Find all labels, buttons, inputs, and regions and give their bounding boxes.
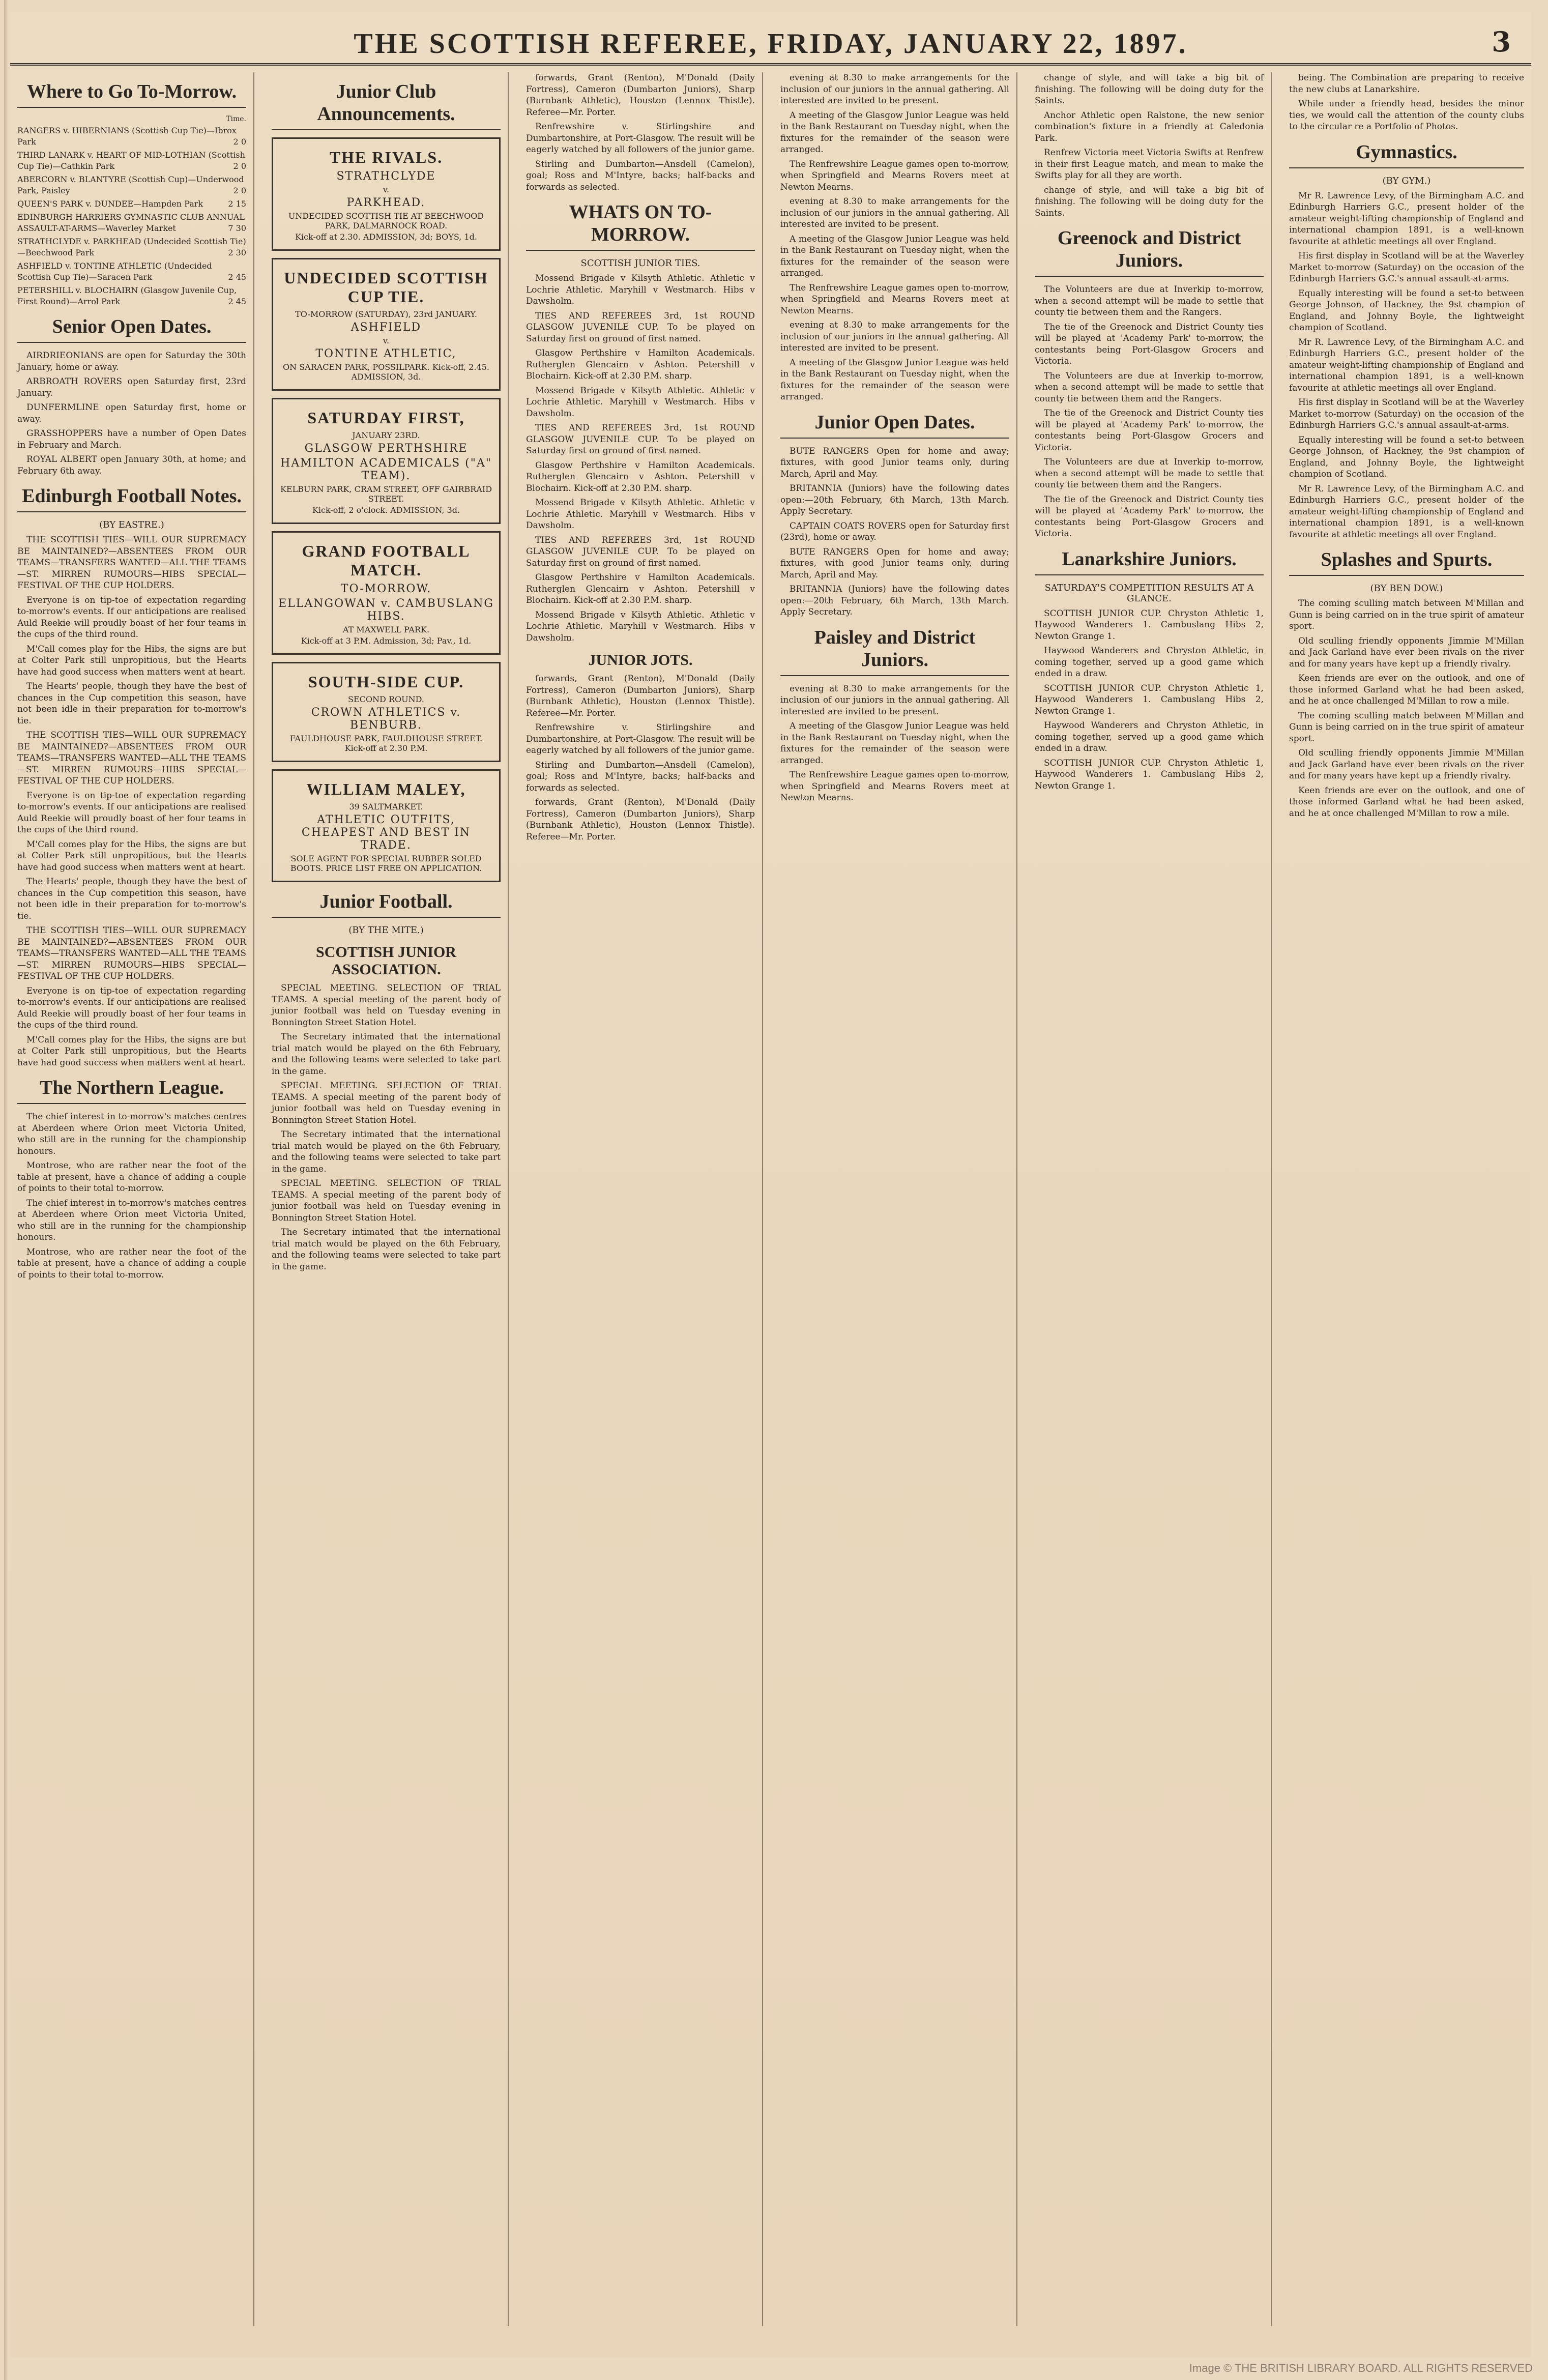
paragraph: ROYAL ALBERT open January 30th, at home; and February 6th away. xyxy=(17,454,246,476)
section-heading: The Northern League. xyxy=(17,1077,246,1104)
paragraph: AIRDRIEONIANS are open for Saturday the 30th January, home or away. xyxy=(17,351,246,372)
paragraph: Keen friends are ever on the outlook, and one of those informed Garland what he had been asked, and he at once challenged M'Millan to row a mile. xyxy=(1289,673,1524,706)
paragraph: THE SCOTTISH TIES—WILL OUR SUPREMACY BE MAINTAINED?—ABSENTEES FROM OUR TEAMS—TRANSFERS WANTED—ALL THE TEAMS—ST. MIRREN RUMOURS—HIBS SPECIAL—FESTIVAL OF THE CUP HOLDERS. xyxy=(17,925,246,981)
paragraph: His first display in Scotland will be at the Waverley Market to-morrow (Saturday) on the occasion of the Edinburgh Harriers G.C.'s annual assault-at-arms. xyxy=(1289,251,1524,284)
fixture-line: ABERCORN v. BLANTYRE (Scottish Cup)—Underwood Park, Paisley 2 0 xyxy=(17,175,246,195)
paragraph: Stirling and Dumbarton—Ansdell (Camelon), goal; Ross and M'Intyre, backs; half-backs and forwards as selected. xyxy=(526,760,755,793)
paragraph: Glasgow Perthshire v Hamilton Academicals. Rutherglen Glencairn v Ashton. Petershill v Blochairn. Kick-off at 2.30 P.M. sharp. xyxy=(526,460,755,494)
paragraph: The Hearts' people, though they have the best of chances in the Cup competition this season, have not been idle in their preparation for to-morrow's tie. xyxy=(17,877,246,921)
paragraph: M'Call comes play for the Hibs, the signs are but at Colter Park still unpropitious, but the Hearts have had good success when matters went at heart. xyxy=(17,644,246,677)
fixture-line: THIRD LANARK v. HEART OF MID-LOTHIAN (Scottish Cup Tie)—Cathkin Park 2 0 xyxy=(17,150,246,171)
paragraph: evening at 8.30 to make arrangements for the inclusion of our juniors in the annual gathering. All interested are invited to be present. xyxy=(780,73,1009,106)
fixture-line: RANGERS v. HIBERNIANS (Scottish Cup Tie)—Ibrox Park 2 0 xyxy=(17,126,246,147)
paragraph: The coming sculling match between M'Millan and Gunn is being carried on in the true spirit of amateur sport. xyxy=(1289,710,1524,744)
paragraph: being. The Combination are preparing to receive the new clubs at Lanarkshire. xyxy=(1289,73,1524,95)
fixture-line: PETERSHILL v. BLOCHAIRN (Glasgow Juvenile Cup, First Round)—Arrol Park 2 45 xyxy=(17,285,246,306)
subheading: JUNIOR JOTS. xyxy=(588,652,693,669)
paragraph: evening at 8.30 to make arrangements for the inclusion of our juniors in the annual gathering. All interested are invited to be present. xyxy=(780,320,1009,353)
paragraph: change of style, and will take a big bit of finishing. The following will be doing duty for the Saints. xyxy=(1035,73,1264,106)
paragraph: SPECIAL MEETING. SELECTION OF TRIAL TEAMS. A special meeting of the parent body of junior football was held on Tuesday evening in Bonnington Street Station Hotel. xyxy=(272,1178,501,1223)
byline: (BY BEN DOW.) xyxy=(1370,583,1443,594)
column-3 xyxy=(519,72,763,2326)
paragraph: SPECIAL MEETING. SELECTION OF TRIAL TEAMS. A special meeting of the parent body of junior football was held on Tuesday evening in Bonnington Street Station Hotel. xyxy=(272,1081,501,1125)
byline: (BY THE MITE.) xyxy=(348,925,424,936)
paragraph: BRITANNIA (Juniors) have the following dates open:—20th February, 6th March, 13th March. Apply Secretary. xyxy=(780,483,1009,516)
paragraph: BUTE RANGERS Open for home and away; fixtures, with good Junior teams only, during March, April and May. xyxy=(780,546,1009,580)
paragraph: His first display in Scotland will be at the Waverley Market to-morrow (Saturday) on the occasion of the Edinburgh Harriers G.C.'s annual assault-at-arms. xyxy=(1289,397,1524,430)
paragraph: evening at 8.30 to make arrangements for the inclusion of our juniors in the annual gathering. All interested are invited to be present. xyxy=(780,683,1009,717)
column-2 xyxy=(265,72,509,2326)
section-heading: Edinburgh Football Notes. xyxy=(17,485,246,512)
section-heading: Junior Open Dates. xyxy=(780,411,1009,439)
advertisement: SOUTH-SIDE CUP. SECOND ROUND. CROWN ATHLETICS v. BENBURB. FAULDHOUSE PARK, FAULDHOUSE STREET. Kick-off at 2.30 P.M. xyxy=(272,662,501,762)
paragraph: M'Call comes play for the Hibs, the signs are but at Colter Park still unpropitious, but the Hearts have had good success when matters went at heart. xyxy=(17,1034,246,1068)
paragraph: Old sculling friendly opponents Jimmie M'Millan and Jack Garland have ever been rivals on the river and for many years have kept up a friendly rivalry. xyxy=(1289,748,1524,781)
paragraph: SCOTTISH JUNIOR CUP. Chryston Athletic 1, Haywood Wanderers 1. Cambuslang Hibs 2, Newton Grange 1. xyxy=(1035,608,1264,642)
byline: SATURDAY'S COMPETITION RESULTS AT A GLANCE. xyxy=(1044,582,1254,604)
paragraph: forwards, Grant (Renton), M'Donald (Daily Fortress), Cameron (Dumbarton Juniors), Sharp (Burnbank Athletic), Houston (Lennox Thistle). Referee—Mr. Porter. xyxy=(526,797,755,842)
fixture-line: EDINBURGH HARRIERS GYMNASTIC CLUB ANNUAL ASSAULT-AT-ARMS—Waverley Market 7 30 xyxy=(17,212,246,233)
paragraph: A meeting of the Glasgow Junior League was held in the Bank Restaurant on Tuesday night, when the fixtures for the remainder of the season were arranged. xyxy=(780,234,1009,278)
paragraph: A meeting of the Glasgow Junior League was held in the Bank Restaurant on Tuesday night, when the fixtures for the remainder of the season were arranged. xyxy=(780,721,1009,766)
paragraph: Glasgow Perthshire v Hamilton Academicals. Rutherglen Glencairn v Ashton. Petershill v Blochairn. Kick-off at 2.30 P.M. sharp. xyxy=(526,348,755,381)
section-heading: Senior Open Dates. xyxy=(17,315,246,343)
paragraph: SCOTTISH JUNIOR CUP. Chryston Athletic 1, Haywood Wanderers 1. Cambuslang Hibs 2, Newton Grange 1. xyxy=(1035,758,1264,791)
paragraph: Mr R. Lawrence Levy, of the Birmingham A.C. and Edinburgh Harriers G.C., present holder of the amateur weight-lifting championship of England and international champion 1891, is a well-known favourite at athletic meetings all over England. xyxy=(1289,190,1524,247)
paragraph: The Secretary intimated that the international trial match would be played on the 6th February, and the following teams were selected to take part in the game. xyxy=(272,1129,501,1174)
paragraph: Equally interesting will be found a set-to between George Johnson, of Hackney, the 9st champion of England, and Johnny Boyle, the lightweight champion of Scotland. xyxy=(1289,434,1524,479)
paragraph: Equally interesting will be found a set-to between George Johnson, of Hackney, the 9st champion of England, and Johnny Boyle, the lightweight champion of Scotland. xyxy=(1289,288,1524,333)
paragraph: Stirling and Dumbarton—Ansdell (Camelon), goal; Ross and M'Intyre, backs; half-backs and forwards as selected. xyxy=(526,159,755,192)
paragraph: The tie of the Greenock and District County ties will be played at 'Academy Park' to-morrow, the contestants being Port-Glasgow Grocers and Victoria. xyxy=(1035,408,1264,453)
paragraph: Anchor Athletic open Ralstone, the new senior combination's fixture in a friendly at Caledonia Park. xyxy=(1035,110,1264,143)
paragraph: The coming sculling match between M'Millan and Gunn is being carried on in the true spirit of amateur sport. xyxy=(1289,598,1524,631)
byline: (BY GYM.) xyxy=(1382,175,1431,186)
masthead xyxy=(10,12,1531,66)
paragraph: The Hearts' people, though they have the best of chances in the Cup competition this season, have not been idle in their preparation for to-morrow's tie. xyxy=(17,681,246,726)
advertisement: WILLIAM MALEY, 39 SALTMARKET. ATHLETIC OUTFITS, CHEAPEST AND BEST IN TRADE. SOLE AGENT FOR SPECIAL RUBBER SOLED BOOTS. PRICE LIST FREE ON APPLICATION. xyxy=(272,769,501,882)
paragraph: evening at 8.30 to make arrangements for the inclusion of our juniors in the annual gathering. All interested are invited to be present. xyxy=(780,196,1009,229)
column-5 xyxy=(1028,72,1272,2326)
advertisement: UNDECIDED SCOTTISH CUP TIE. TO-MORROW (SATURDAY), 23rd JANUARY. ASHFIELD v. TONTINE ATHLETIC, ON SARACEN PARK, POSSILPARK. Kick-off, 2.45. ADMISSION, 3d. xyxy=(272,258,501,391)
section-heading: Junior Football. xyxy=(272,890,501,918)
section-heading: WHATS ON TO-MORROW. xyxy=(526,201,755,251)
paragraph: Everyone is on tip-toe of expectation regarding to-morrow's events. If our anticipations are realised Auld Reekie will proudly boast of her four teams in the cups of the third round. xyxy=(17,985,246,1030)
paragraph: The Renfrewshire League games open to-morrow, when Springfield and Mearns Rovers meet at Newton Mearns. xyxy=(780,770,1009,803)
section-heading: Where to Go To-Morrow. xyxy=(17,80,246,108)
paragraph: TIES AND REFEREES 3rd, 1st ROUND GLASGOW JUVENILE CUP. To be played on Saturday first on ground of first named. xyxy=(526,423,755,456)
section-heading: Splashes and Spurts. xyxy=(1289,548,1524,576)
advertisement: THE RIVALS. STRATHCLYDE v. PARKHEAD. UNDECIDED SCOTTISH TIE AT BEECHWOOD PARK, DALMARNOCK ROAD. Kick-off at 2.30. ADMISSION, 3d; BOYS, 1d. xyxy=(272,137,501,251)
advertisement: GRAND FOOTBALL MATCH. TO-MORROW. ELLANGOWAN v. CAMBUSLANG HIBS. AT MAXWELL PARK. Kick-off at 3 P.M. Admission, 3d; Pav., 1d. xyxy=(272,531,501,655)
page-title: THE SCOTTISH REFEREE, FRIDAY, JANUARY 22, 1897. xyxy=(354,28,1188,60)
paragraph: Mossend Brigade v Kilsyth Athletic. Athletic v Lochrie Athletic. Maryhill v Westmarch. Hibs v Dawsholm. xyxy=(526,273,755,306)
paragraph: ARBROATH ROVERS open Saturday first, 23rd January. xyxy=(17,376,246,398)
times-label: Time. xyxy=(226,115,246,123)
columns xyxy=(10,72,1531,2336)
page-number: 3 xyxy=(1492,25,1511,58)
paragraph: Montrose, who are rather near the foot of the table at present, have a chance of adding a couple of points to their total to-morrow. xyxy=(17,1246,246,1280)
paragraph: BRITANNIA (Juniors) have the following dates open:—20th February, 6th March, 13th March. Apply Secretary. xyxy=(780,584,1009,617)
paragraph: Renfrewshire v. Stirlingshire and Dumbartonshire, at Port-Glasgow. The result will be eagerly watched by all followers of the junior game. xyxy=(526,722,755,756)
paragraph: BUTE RANGERS Open for home and away; fixtures, with good Junior teams only, during March, April and May. xyxy=(780,446,1009,479)
paragraph: The tie of the Greenock and District County ties will be played at 'Academy Park' to-morrow, the contestants being Port-Glasgow Grocers and Victoria. xyxy=(1035,494,1264,539)
paragraph: forwards, Grant (Renton), M'Donald (Daily Fortress), Cameron (Dumbarton Juniors), Sharp (Burnbank Athletic), Houston (Lennox Thistle). Referee—Mr. Porter. xyxy=(526,73,755,118)
paragraph: Glasgow Perthshire v Hamilton Academicals. Rutherglen Glencairn v Ashton. Petershill v Blochairn. Kick-off at 2.30 P.M. sharp. xyxy=(526,572,755,605)
paragraph: Renfrew Victoria meet Victoria Swifts at Renfrew in their first League match, and mean to make the Swifts play for all they are worth. xyxy=(1035,148,1264,181)
paragraph: Mossend Brigade v Kilsyth Athletic. Athletic v Lochrie Athletic. Maryhill v Westmarch. Hibs v Dawsholm. xyxy=(526,385,755,419)
paragraph: Everyone is on tip-toe of expectation regarding to-morrow's events. If our anticipations are realised Auld Reekie will proudly boast of her four teams in the cups of the third round. xyxy=(17,790,246,835)
copyright-watermark: Image © THE BRITISH LIBRARY BOARD. ALL RIGHTS RESERVED xyxy=(1189,2362,1533,2374)
paragraph: SCOTTISH JUNIOR CUP. Chryston Athletic 1, Haywood Wanderers 1. Cambuslang Hibs 2, Newton Grange 1. xyxy=(1035,683,1264,716)
paragraph: CAPTAIN COATS ROVERS open for Saturday first (23rd), home or away. xyxy=(780,520,1009,542)
paragraph: TIES AND REFEREES 3rd, 1st ROUND GLASGOW JUVENILE CUP. To be played on Saturday first on ground of first named. xyxy=(526,535,755,568)
paragraph: A meeting of the Glasgow Junior League was held in the Bank Restaurant on Tuesday night, when the fixtures for the remainder of the season were arranged. xyxy=(780,357,1009,402)
column-1 xyxy=(10,72,254,2326)
paragraph: The chief interest in to-morrow's matches centres at Aberdeen where Orion meet Victoria United, who still are in the running for the championship honours. xyxy=(17,1198,246,1242)
section-heading: Junior Club Announcements. xyxy=(272,80,501,130)
paragraph: While under a friendly head, besides the minor ties, we would call the attention of the county clubs to the circular re a Portfolio of Photos. xyxy=(1289,99,1524,132)
subheading: SCOTTISH JUNIOR ASSOCIATION. xyxy=(316,944,456,978)
paragraph: Keen friends are ever on the outlook, and one of those informed Garland what he had been asked, and he at once challenged M'Millan to row a mile. xyxy=(1289,785,1524,819)
paragraph: Old sculling friendly opponents Jimmie M'Millan and Jack Garland have ever been rivals on the river and for many years have kept up a friendly rivalry. xyxy=(1289,635,1524,669)
paragraph: The chief interest in to-morrow's matches centres at Aberdeen where Orion meet Victoria United, who still are in the running for the championship honours. xyxy=(17,1112,246,1156)
column-4 xyxy=(773,72,1017,2326)
paragraph: Montrose, who are rather near the foot of the table at present, have a chance of adding a couple of points to their total to-morrow. xyxy=(17,1160,246,1194)
paragraph: Mr R. Lawrence Levy, of the Birmingham A.C. and Edinburgh Harriers G.C., present holder of the amateur weight-lifting championship of England and international champion 1891, is a well-known favourite at athletic meetings all over England. xyxy=(1289,337,1524,393)
binding-edge xyxy=(4,0,8,2380)
paragraph: A meeting of the Glasgow Junior League was held in the Bank Restaurant on Tuesday night, when the fixtures for the remainder of the season were arranged. xyxy=(780,110,1009,155)
paragraph: The Secretary intimated that the international trial match would be played on the 6th February, and the following teams were selected to take part in the game. xyxy=(272,1227,501,1272)
paragraph: change of style, and will take a big bit of finishing. The following will be doing duty for the Saints. xyxy=(1035,185,1264,218)
paragraph: The Renfrewshire League games open to-morrow, when Springfield and Mearns Rovers meet at Newton Mearns. xyxy=(780,159,1009,192)
paragraph: THE SCOTTISH TIES—WILL OUR SUPREMACY BE MAINTAINED?—ABSENTEES FROM OUR TEAMS—TRANSFERS WANTED—ALL THE TEAMS—ST. MIRREN RUMOURS—HIBS SPECIAL—FESTIVAL OF THE CUP HOLDERS. xyxy=(17,730,246,786)
section-heading: Greenock and District Juniors. xyxy=(1035,227,1264,277)
newspaper-page xyxy=(10,12,1531,2358)
paragraph: Mossend Brigade v Kilsyth Athletic. Athletic v Lochrie Athletic. Maryhill v Westmarch. Hibs v Dawsholm. xyxy=(526,498,755,531)
paragraph: SPECIAL MEETING. SELECTION OF TRIAL TEAMS. A special meeting of the parent body of junior football was held on Tuesday evening in Bonnington Street Station Hotel. xyxy=(272,983,501,1028)
paragraph: forwards, Grant (Renton), M'Donald (Daily Fortress), Cameron (Dumbarton Juniors), Sharp (Burnbank Athletic), Houston (Lennox Thistle). Referee—Mr. Porter. xyxy=(526,674,755,718)
fixture-line: QUEEN'S PARK v. DUNDEE—Hampden Park 2 15 xyxy=(17,199,246,209)
paragraph: M'Call comes play for the Hibs, the signs are but at Colter Park still unpropitious, but the Hearts have had good success when matters went at heart. xyxy=(17,839,246,873)
section-heading: Gymnastics. xyxy=(1289,141,1524,168)
paragraph: The Secretary intimated that the international trial match would be played on the 6th February, and the following teams were selected to take part in the game. xyxy=(272,1032,501,1077)
paragraph: Haywood Wanderers and Chryston Athletic, in coming together, served up a good game which ended in a draw. xyxy=(1035,720,1264,753)
section-heading: Paisley and District Juniors. xyxy=(780,626,1009,676)
paragraph: TIES AND REFEREES 3rd, 1st ROUND GLASGOW JUVENILE CUP. To be played on Saturday first on ground of first named. xyxy=(526,310,755,344)
paragraph: THE SCOTTISH TIES—WILL OUR SUPREMACY BE MAINTAINED?—ABSENTEES FROM OUR TEAMS—TRANSFERS WANTED—ALL THE TEAMS—ST. MIRREN RUMOURS—HIBS SPECIAL—FESTIVAL OF THE CUP HOLDERS. xyxy=(17,535,246,591)
paragraph: Mr R. Lawrence Levy, of the Birmingham A.C. and Edinburgh Harriers G.C., present holder of the amateur weight-lifting championship of England and international champion 1891, is a well-known favourite at athletic meetings all over England. xyxy=(1289,483,1524,540)
byline: (BY EASTRE.) xyxy=(99,519,164,530)
paragraph: The Volunteers are due at Inverkip to-morrow, when a second attempt will be made to settle that county tie between them and the Rangers. xyxy=(1035,370,1264,404)
paragraph: Mossend Brigade v Kilsyth Athletic. Athletic v Lochrie Athletic. Maryhill v Westmarch. Hibs v Dawsholm. xyxy=(526,609,755,643)
paragraph: Everyone is on tip-toe of expectation regarding to-morrow's events. If our anticipations are realised Auld Reekie will proudly boast of her four teams in the cups of the third round. xyxy=(17,595,246,640)
section-heading: Lanarkshire Juniors. xyxy=(1035,548,1264,575)
advertisement: SATURDAY FIRST, JANUARY 23RD. GLASGOW PERTHSHIRE HAMILTON ACADEMICALS ("A" TEAM). KELBURN PARK, CRAM STREET, OFF GAIRBRAID STREET. Kick-off, 2 o'clock. ADMISSION, 3d. xyxy=(272,398,501,524)
paragraph: The tie of the Greenock and District County ties will be played at 'Academy Park' to-morrow, the contestants being Port-Glasgow Grocers and Victoria. xyxy=(1035,322,1264,366)
byline: SCOTTISH JUNIOR TIES. xyxy=(580,258,700,269)
fixture-line: ASHFIELD v. TONTINE ATHLETIC (Undecided Scottish Cup Tie)—Saracen Park 2 45 xyxy=(17,261,246,282)
paragraph: DUNFERMLINE open Saturday first, home or away. xyxy=(17,402,246,424)
fixture-line: STRATHCLYDE v. PARKHEAD (Undecided Scottish Tie)—Beechwood Park 2 30 xyxy=(17,237,246,257)
paragraph: GRASSHOPPERS have a number of Open Dates in February and March. xyxy=(17,428,246,450)
column-6 xyxy=(1282,72,1531,2326)
paragraph: Haywood Wanderers and Chryston Athletic, in coming together, served up a good game which ended in a draw. xyxy=(1035,646,1264,679)
paragraph: The Renfrewshire League games open to-morrow, when Springfield and Mearns Rovers meet at Newton Mearns. xyxy=(780,282,1009,316)
paragraph: The Volunteers are due at Inverkip to-morrow, when a second attempt will be made to settle that county tie between them and the Rangers. xyxy=(1035,284,1264,317)
paragraph: The Volunteers are due at Inverkip to-morrow, when a second attempt will be made to settle that county tie between them and the Rangers. xyxy=(1035,457,1264,490)
paragraph: Renfrewshire v. Stirlingshire and Dumbartonshire, at Port-Glasgow. The result will be eagerly watched by all followers of the junior game. xyxy=(526,122,755,155)
